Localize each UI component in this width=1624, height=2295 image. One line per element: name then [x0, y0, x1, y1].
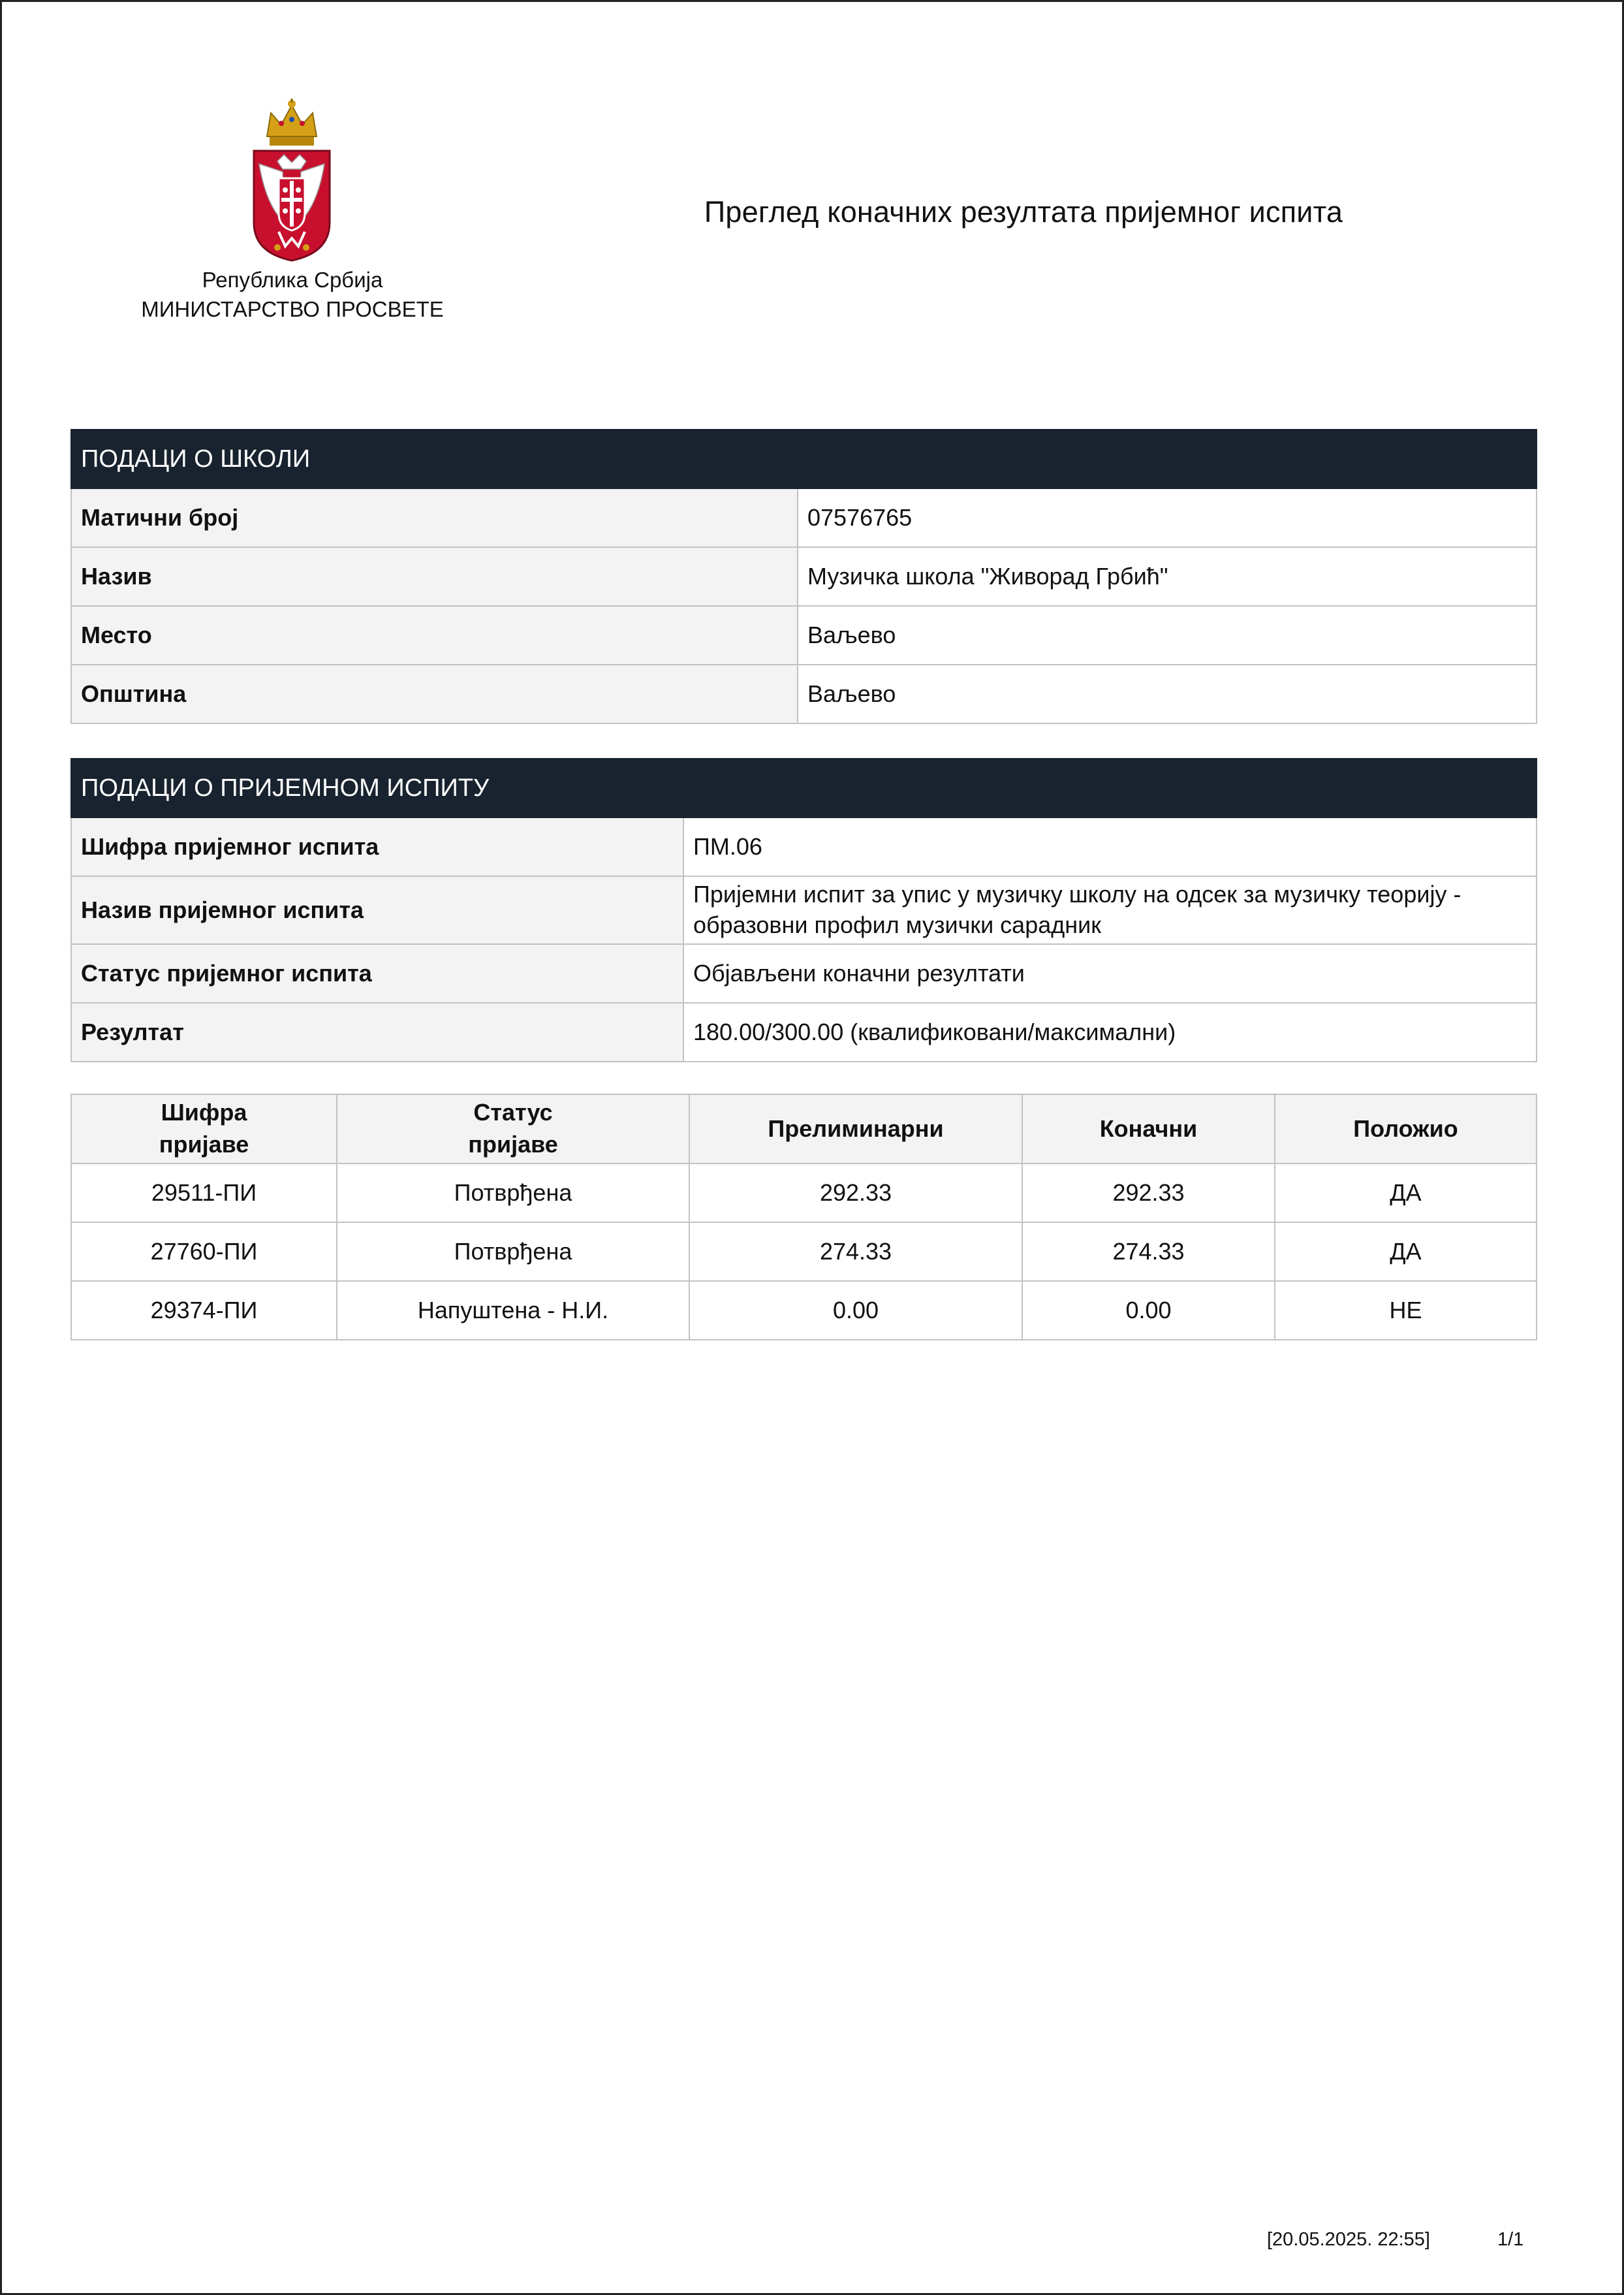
- application-status: Потврђена: [337, 1222, 689, 1281]
- preliminary-score: 292.33: [689, 1163, 1022, 1222]
- application-code: 29511-ПИ: [71, 1163, 337, 1222]
- field-value: Музичка школа "Живорад Грбић": [798, 547, 1537, 606]
- table-row: [71, 665, 1537, 723]
- serbia-coat-of-arms-icon: [245, 99, 339, 262]
- field-value: Ваљево: [798, 606, 1537, 665]
- final-score: 274.33: [1022, 1222, 1275, 1281]
- table-row: [71, 1281, 1537, 1340]
- school-table: [70, 429, 1537, 724]
- school-section-heading: ПОДАЦИ О ШКОЛИ: [71, 430, 1537, 488]
- application-status: Потврђена: [337, 1163, 689, 1222]
- table-row: [71, 817, 1537, 876]
- field-label: Резултат: [71, 1003, 683, 1062]
- table-row: [71, 876, 1537, 944]
- field-label: Матични број: [71, 488, 798, 547]
- field-label: Назив: [71, 547, 798, 606]
- exam-table: [70, 758, 1537, 1062]
- column-header-final: Коначни: [1022, 1094, 1275, 1163]
- column-header-passed: Положио: [1275, 1094, 1537, 1163]
- final-score: 0.00: [1022, 1281, 1275, 1340]
- field-label: Назив пријемног испита: [71, 876, 683, 944]
- final-score: 292.33: [1022, 1163, 1275, 1222]
- table-row: [71, 547, 1537, 606]
- exam-section-heading: ПОДАЦИ О ПРИЈЕМНОМ ИСПИТУ: [71, 759, 1537, 817]
- field-value: Ваљево: [798, 665, 1537, 723]
- application-code: 29374-ПИ: [71, 1281, 337, 1340]
- field-label: Статус пријемног испита: [71, 944, 683, 1003]
- column-header-application-status: Статус пријаве: [337, 1094, 689, 1163]
- column-header-preliminary: Прелиминарни: [689, 1094, 1022, 1163]
- page-title: Преглед коначних резултата пријемног испита: [704, 195, 1343, 229]
- table-row: [71, 1163, 1537, 1222]
- table-row: [71, 606, 1537, 665]
- page-number: 1/1: [1497, 2229, 1524, 2250]
- passed-flag: ДА: [1275, 1163, 1537, 1222]
- field-value: 180.00/300.00 (квалификовани/максимални): [683, 1003, 1537, 1062]
- field-value: ПМ.06: [683, 817, 1537, 876]
- field-label: Шифра пријемног испита: [71, 817, 683, 876]
- column-header-application-code: Шифра пријаве: [71, 1094, 337, 1163]
- passed-flag: НЕ: [1275, 1281, 1537, 1340]
- table-row: [71, 944, 1537, 1003]
- field-value: Објављени коначни резултати: [683, 944, 1537, 1003]
- field-label: Општина: [71, 665, 798, 723]
- field-value: Пријемни испит за упис у музичку школу на одсек за музичку теорију - образовни профил музички сарадник: [683, 876, 1537, 944]
- table-row: [71, 1003, 1537, 1062]
- field-label: Место: [71, 606, 798, 665]
- table-row: [71, 488, 1537, 547]
- table-row: [71, 1222, 1537, 1281]
- ministry-label: МИНИСТАРСТВО ПРОСВЕТЕ: [141, 297, 444, 321]
- preliminary-score: 274.33: [689, 1222, 1022, 1281]
- application-status: Напуштена - Н.И.: [337, 1281, 689, 1340]
- republic-label: Република Србија: [202, 268, 383, 292]
- results-table: [70, 1094, 1537, 1340]
- preliminary-score: 0.00: [689, 1281, 1022, 1340]
- results-header-row: [71, 1094, 1537, 1163]
- passed-flag: ДА: [1275, 1222, 1537, 1281]
- field-value: 07576765: [798, 488, 1537, 547]
- print-timestamp: [20.05.2025. 22:55]: [1267, 2229, 1430, 2250]
- application-code: 27760-ПИ: [71, 1222, 337, 1281]
